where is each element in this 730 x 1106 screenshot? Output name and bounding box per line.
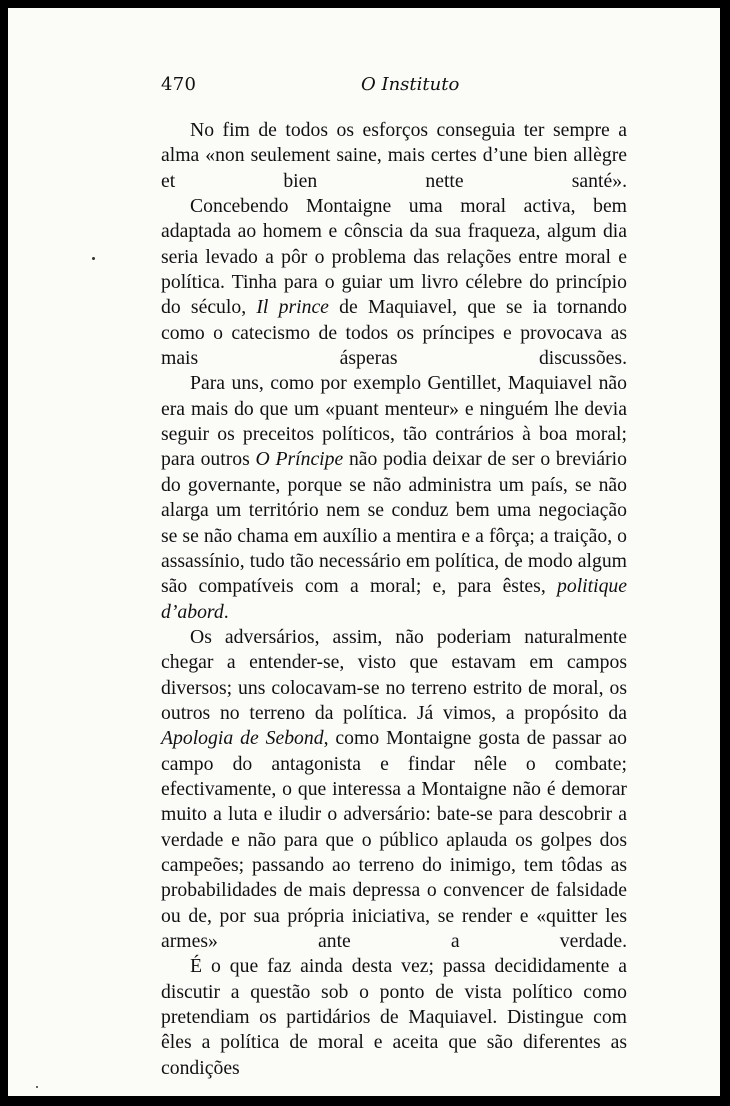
text-run: Concebendo Montaigne uma moral activa, bem adaptada ao homem e cônscia da sua fraqueza, algum dia seria levado a pôr o problema das relações entre moral e política. Tinha para o guiar um livro célebre do princípio do século, bbox=[161, 195, 627, 319]
text-run: . bbox=[223, 600, 229, 623]
paragraph bbox=[161, 194, 627, 371]
scanned-page bbox=[8, 8, 720, 1096]
paragraph bbox=[161, 118, 627, 194]
text-run: É o que faz ainda desta vez; passa decididamente a discutir a questão sob o ponto de vista político como pretendiam os partidários de Maquiavel. Distingue com êles a política de moral e aceita que são diferentes as condições bbox=[161, 955, 627, 1079]
text-run: não podia deixar de ser o breviário do governante, porque se não administra um país, se não alarga um território nem se conduz bem uma negociação se se não chama em auxílio a mentira e a fôrça; a traição, o assassínio, tudo tão necessário em política, de modo algum são compatíveis com a moral; e, para êstes, bbox=[161, 448, 627, 598]
italic-title: O Príncipe bbox=[255, 448, 344, 471]
paragraph bbox=[161, 371, 627, 624]
text-run: Os adversários, assim, não poderiam naturalmente chegar a entender-se, visto que estavam em campos diversos; uns colocavam-se no terreno estrito de moral, os outros no terreno da política. Já vimos, a propósito da bbox=[161, 625, 627, 724]
italic-phrase: politique d’abord bbox=[161, 575, 627, 623]
italic-title: Apologia de Sebond bbox=[161, 727, 324, 750]
text-run: Para uns, como por exemplo Gentillet, Maquiavel não era mais do que um «puant menteur» e ninguém lhe devia seguir os preceitos políticos, tão contrários à boa moral; para outros bbox=[161, 372, 627, 471]
scan-speck bbox=[92, 257, 95, 260]
italic-title: Il prince bbox=[256, 296, 329, 319]
text-run: , como Montaigne gosta de passar ao campo do antagonista e findar nêle o combate; efectivamente, o que interessa a Montaigne não é demorar muito a luta e iludir o adversário: bate-se para descobrir a verdade e não para que o público aplauda os golpes dos campeões; passando ao terreno do inimigo, tem tôdas as probabilidades de mais depressa o convencer de falsidade ou de, por sua própria iniciativa, se render e «quitter les armes» ante a verdade. bbox=[161, 727, 627, 952]
scan-speck bbox=[36, 1086, 38, 1088]
page-header bbox=[161, 72, 627, 102]
text-run: No fim de todos os esforços conseguia ter sempre a alma «non seulement saine, mais certes d’une bien allègre et bien nette santé». bbox=[161, 119, 627, 192]
paragraph bbox=[161, 954, 627, 1081]
paragraph bbox=[161, 625, 627, 954]
body-text bbox=[161, 118, 627, 1081]
running-title: O Instituto bbox=[361, 74, 460, 95]
text-run: de Maquiavel, que se ia tornando como o catecismo de todos os príncipes e provocava as mais ásperas discussões. bbox=[161, 296, 628, 370]
page-number: 470 bbox=[161, 74, 197, 95]
